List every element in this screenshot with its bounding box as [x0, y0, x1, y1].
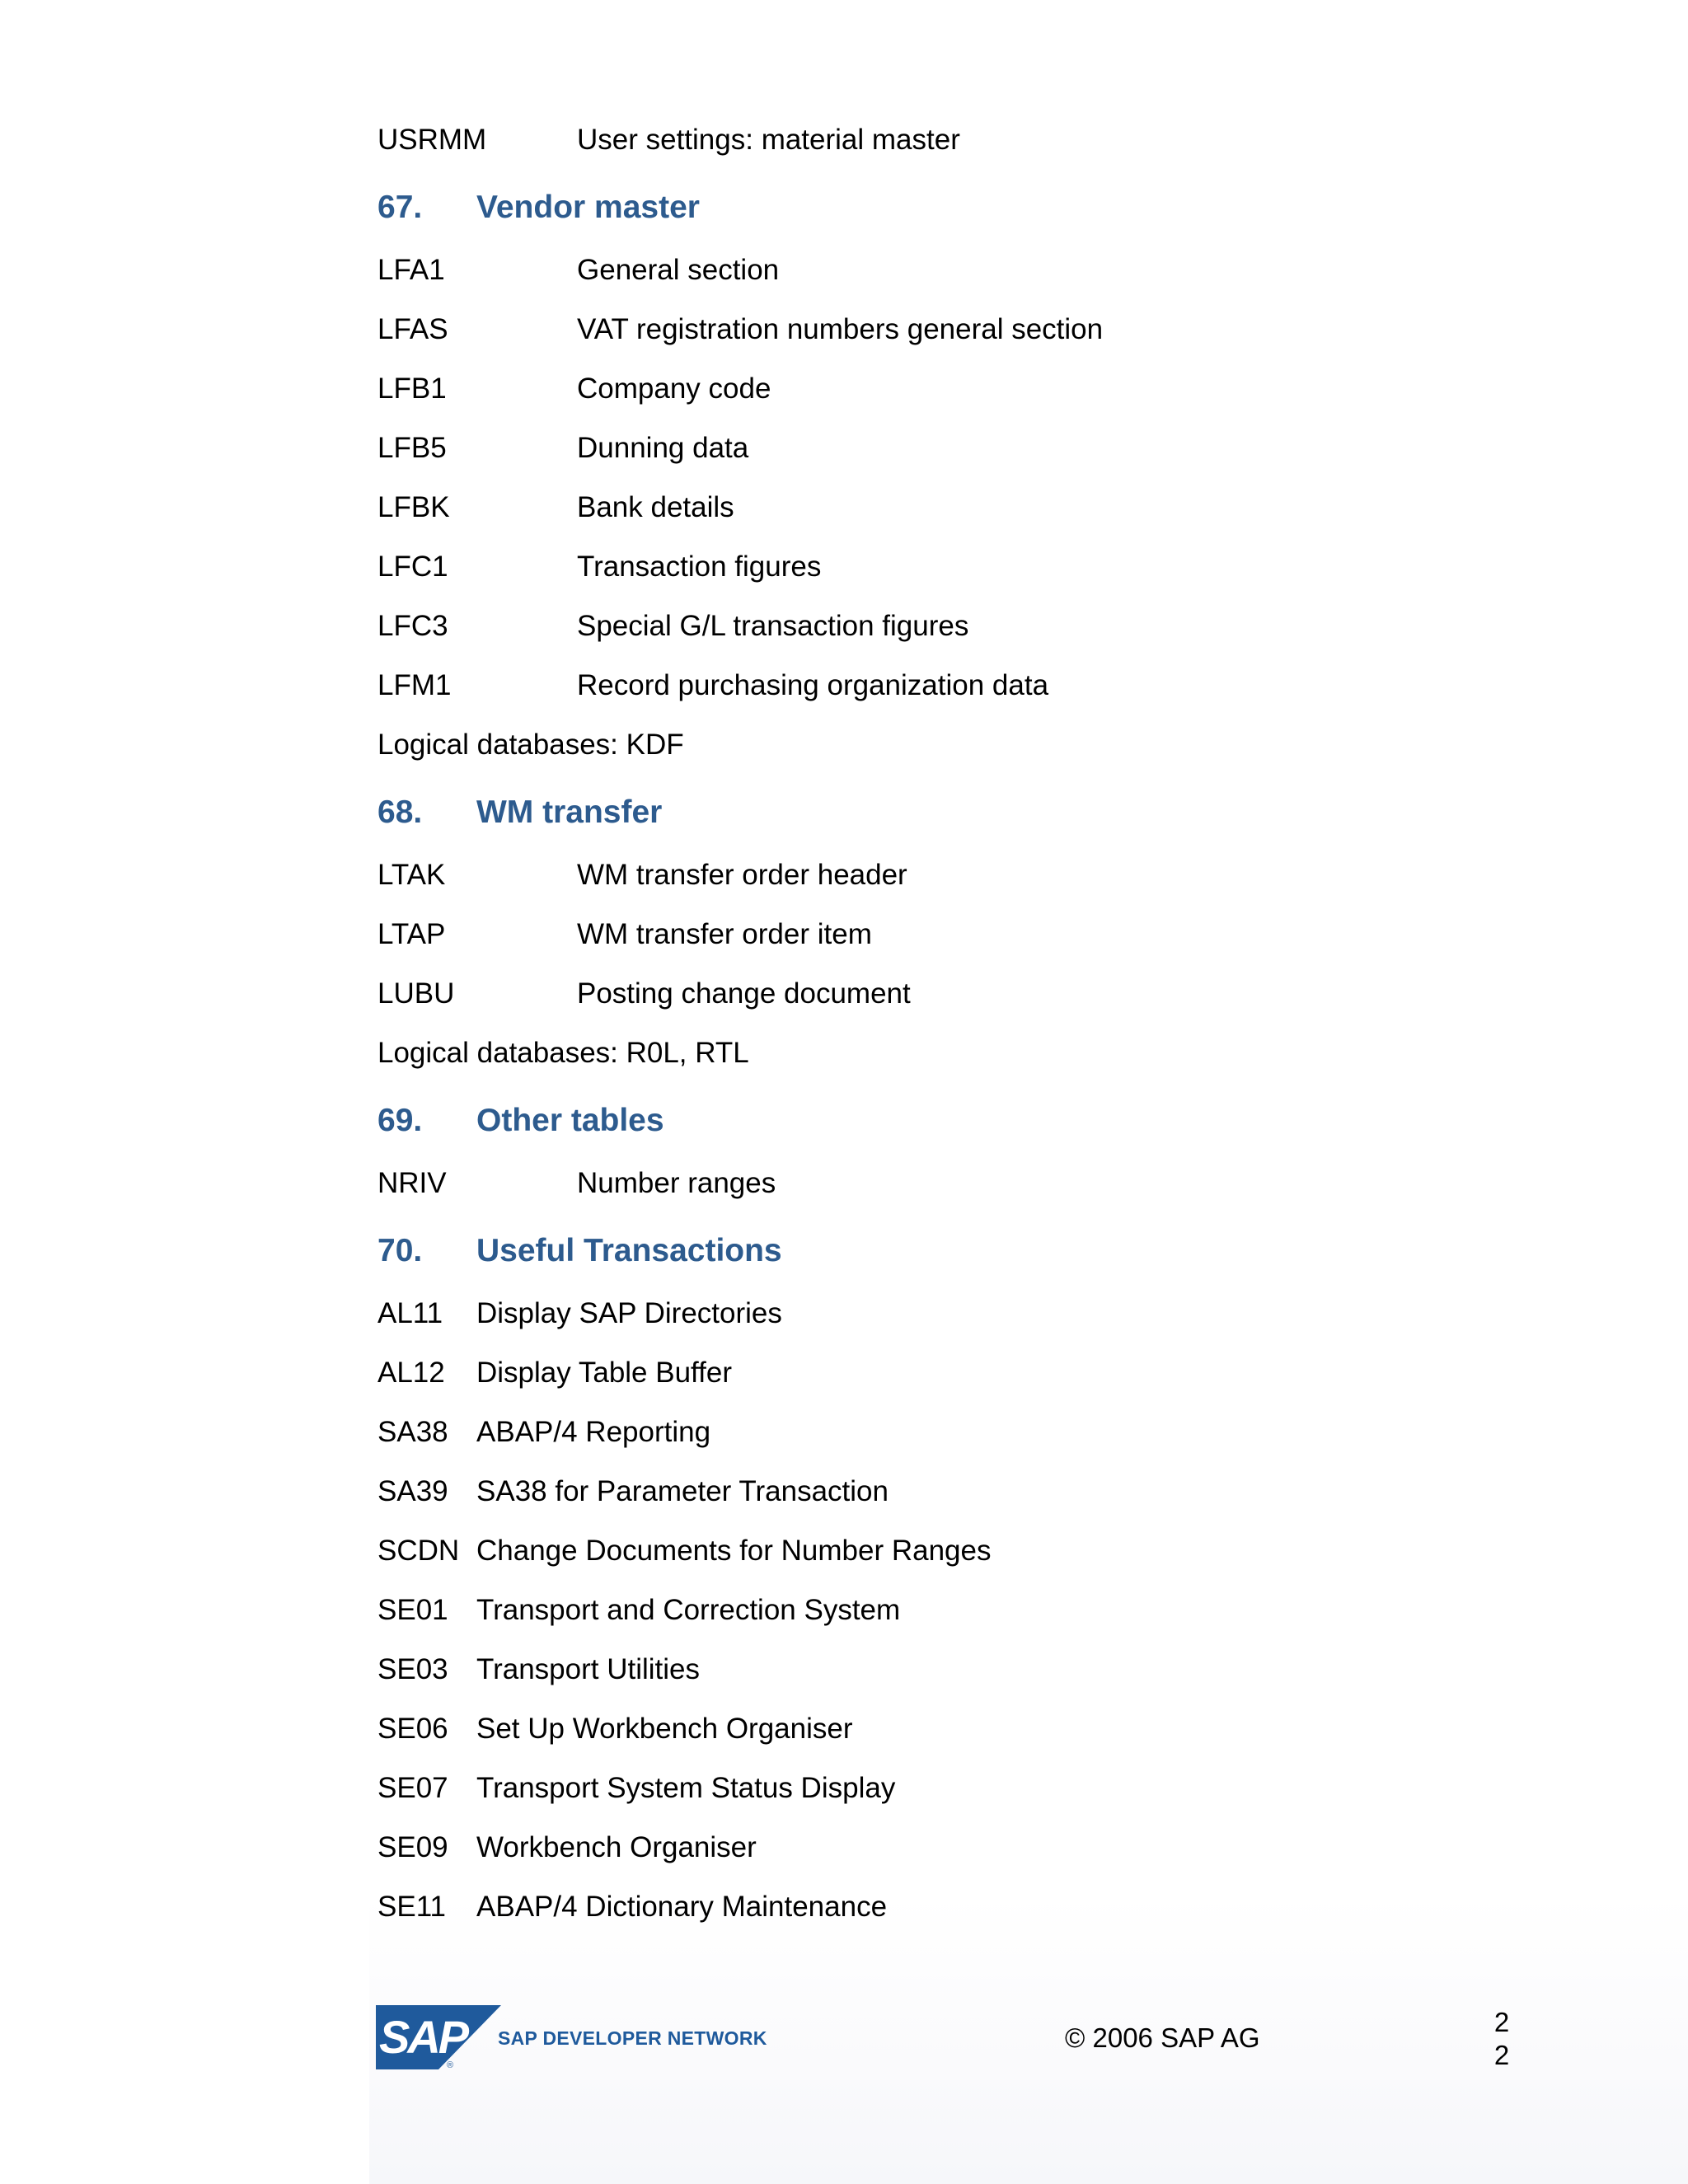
- table-code: LFC1: [377, 551, 448, 583]
- transaction-code: SCDN: [377, 1535, 460, 1567]
- svg-text:®: ®: [447, 2060, 454, 2069]
- table-code: NRIV: [377, 1167, 447, 1199]
- transaction-code: SA39: [377, 1475, 448, 1507]
- sap-logo: [376, 2005, 501, 2069]
- table-code: LFA1: [377, 254, 445, 286]
- section-number: 69.: [377, 1103, 423, 1138]
- table-description: Company code: [577, 373, 771, 405]
- svg-text:SAP: SAP: [379, 2011, 467, 2063]
- table-description: Number ranges: [577, 1167, 776, 1199]
- section-number: 68.: [377, 794, 423, 830]
- table-description: WM transfer order item: [577, 918, 872, 950]
- table-description: Bank details: [577, 491, 734, 523]
- section-title: Useful Transactions: [476, 1233, 782, 1268]
- transaction-description: Transport Utilities: [476, 1653, 700, 1685]
- transaction-code: AL11: [377, 1297, 443, 1329]
- page-number-line: 2: [1493, 2040, 1510, 2070]
- transaction-code: SE03: [377, 1653, 448, 1685]
- table-description: Transaction figures: [577, 551, 822, 583]
- logical-databases-note: Logical databases: R0L, RTL: [377, 1037, 749, 1069]
- transaction-description: Transport System Status Display: [476, 1772, 896, 1804]
- table-code: LFM1: [377, 669, 452, 701]
- table-description: VAT registration numbers general section: [577, 313, 1104, 345]
- section-title: Vendor master: [476, 190, 700, 225]
- transaction-description: SA38 for Parameter Transaction: [476, 1475, 889, 1507]
- transaction-code: AL12: [377, 1357, 445, 1389]
- transaction-description: ABAP/4 Reporting: [476, 1416, 711, 1448]
- transaction-code: SE01: [377, 1594, 448, 1626]
- table-code: LFB5: [377, 432, 447, 464]
- transaction-description: Workbench Organiser: [476, 1831, 757, 1863]
- table-description: Special G/L transaction figures: [577, 610, 969, 642]
- table-description: Posting change document: [577, 977, 911, 1010]
- section-title: Other tables: [476, 1103, 664, 1138]
- table-code: LUBU: [377, 977, 455, 1010]
- table-description: General section: [577, 254, 780, 286]
- page-number-line: 2: [1493, 2007, 1510, 2037]
- developer-network-label: SAP DEVELOPER NETWORK: [498, 2027, 767, 2049]
- transaction-description: Change Documents for Number Ranges: [476, 1535, 992, 1567]
- table-code: LTAK: [377, 859, 446, 891]
- transaction-description: Display SAP Directories: [476, 1297, 782, 1329]
- table-code: LTAP: [377, 918, 446, 950]
- table-code: LFC3: [377, 610, 448, 642]
- section-number: 67.: [377, 190, 423, 225]
- transaction-code: SE07: [377, 1772, 448, 1804]
- table-code: USRMM: [377, 124, 487, 156]
- transaction-code: SE09: [377, 1831, 448, 1863]
- table-description: User settings: material master: [577, 124, 960, 156]
- logical-databases-note: Logical databases: KDF: [377, 729, 684, 761]
- section-title: WM transfer: [476, 794, 663, 830]
- transaction-description: Set Up Workbench Organiser: [476, 1713, 853, 1745]
- section-number: 70.: [377, 1233, 423, 1268]
- transaction-description: Display Table Buffer: [476, 1357, 732, 1389]
- transaction-description: ABAP/4 Dictionary Maintenance: [476, 1891, 888, 1923]
- table-description: Dunning data: [577, 432, 749, 464]
- table-description: WM transfer order header: [577, 859, 907, 891]
- copyright-text: © 2006 SAP AG: [1065, 2022, 1260, 2053]
- transaction-code: SE06: [377, 1713, 448, 1745]
- transaction-code: SA38: [377, 1416, 448, 1448]
- transaction-description: Transport and Correction System: [476, 1594, 901, 1626]
- table-description: Record purchasing organization data: [577, 669, 1049, 701]
- transaction-code: SE11: [377, 1891, 447, 1923]
- page-number: [1492, 2006, 1512, 2072]
- table-code: LFBK: [377, 491, 450, 523]
- table-code: LFB1: [377, 373, 447, 405]
- table-code: LFAS: [377, 313, 448, 345]
